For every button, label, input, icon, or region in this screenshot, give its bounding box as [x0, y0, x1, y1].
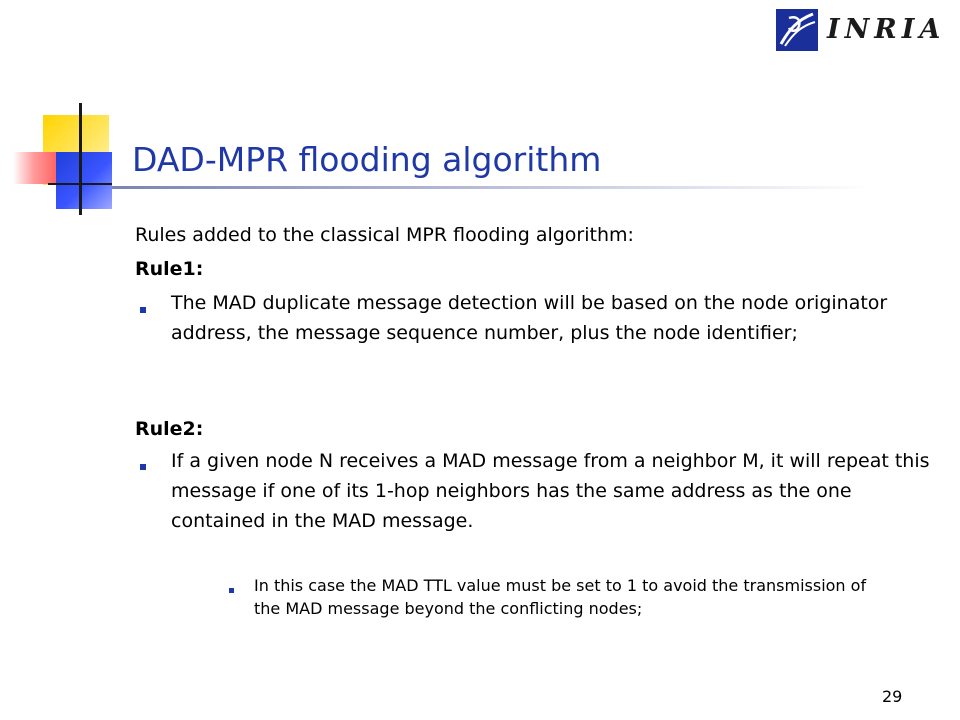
slide-title: DAD-MPR flooding algorithm	[132, 140, 602, 179]
intro-text: Rules added to the classical MPR flooding algorithm:	[135, 224, 634, 246]
rule1-bullet-text: The MAD duplicate message detection will be based on the node originator address, the message sequence number, plus the node identifier;	[171, 292, 888, 344]
rule1-heading: Rule1:	[135, 258, 204, 280]
blue-square	[56, 152, 112, 209]
rule2-heading: Rule2:	[135, 418, 204, 440]
bullet-square-icon	[140, 307, 146, 313]
inria-logo-text: INRIA	[827, 14, 946, 45]
inria-logo	[775, 8, 946, 54]
inria-logo-mark-icon	[775, 8, 819, 52]
bullet-square-icon	[140, 464, 146, 470]
rule2-bullet-text: If a given node N receives a MAD message from a neighbor M, it will repeat this message if one of its 1-hop neighbors has the same address as the one contained in the MAD message.	[171, 450, 930, 532]
vertical-line	[79, 103, 82, 215]
page-number: 29	[882, 687, 903, 706]
decorative-corner-graphic	[0, 95, 130, 225]
title-underline	[112, 186, 872, 189]
horizontal-line	[48, 183, 112, 185]
sub-bullet-square-icon	[229, 588, 234, 593]
rule2-subbullet-text: In this case the MAD TTL value must be set to 1 to avoid the transmission of the MAD message beyond the conflicting nodes;	[254, 576, 867, 618]
